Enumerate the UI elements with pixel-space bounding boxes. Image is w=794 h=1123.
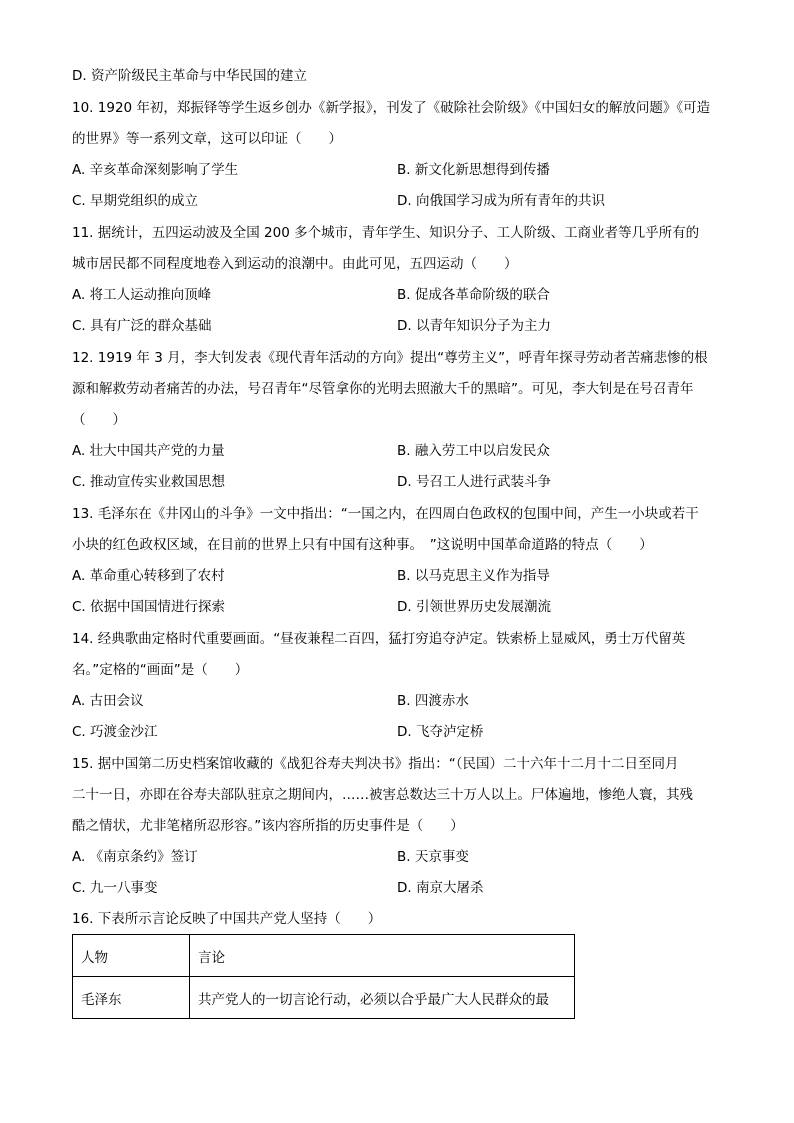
q13-option-d: D. 引领世界历史发展潮流 (397, 599, 551, 615)
q10-option-b: B. 新文化新思想得到传播 (397, 162, 550, 178)
q12-stem-line-1: 12. 1919 年 3 月，李大钊发表《现代青年活动的方向》提出“尊劳主义”，呼青年探寻劳动者苦痛悲惨的根 (72, 350, 708, 366)
table-header-person: 人物 (73, 935, 190, 977)
q15-stem-line-3: 酷之情状，尤非笔楮所忍形容。”该内容所指的历史事件是（ ） (72, 818, 464, 834)
q12-option-a: A. 壮大中国共产党的力量 (72, 443, 225, 459)
q10-stem-line-1: 10. 1920 年初，郑振铎等学生返乡创办《新学报》，刊发了《破除社会阶级》《中国妇女的解放问题》《可造 (72, 100, 711, 116)
q11-option-c: C. 具有广泛的群众基础 (72, 318, 212, 334)
q10-option-c: C. 早期党组织的成立 (72, 193, 199, 209)
q14-option-c: C. 巧渡金沙江 (72, 724, 158, 740)
q15-stem-line-1: 15. 据中国第二历史档案馆收藏的《战犯谷寿夫判决书》指出：“（民国）二十六年十二月十二日至同月 (72, 756, 679, 772)
q16-table (72, 934, 575, 1019)
table-row (73, 977, 575, 1019)
q14-stem-line-1: 14. 经典歌曲定格时代重要画面。“昼夜兼程二百四，猛打穷追夺泸定。铁索桥上显威风，勇士万代留英 (72, 631, 686, 647)
q14-stem-line-2: 名。”定格的“画面”是（ ） (72, 662, 249, 678)
table-header-row (73, 935, 575, 977)
q13-option-a: A. 革命重心转移到了农村 (72, 568, 225, 584)
q12-option-d: D. 号召工人进行武装斗争 (397, 474, 551, 490)
q14-option-d: D. 飞夺泸定桥 (397, 724, 484, 740)
q13-stem-line-2: 小块的红色政权区域，在目前的世界上只有中国有这种事。 ”这说明中国革命道路的特点（ ） (72, 537, 653, 553)
previous-option-d: D. 资产阶级民主革命与中华民国的建立 (72, 68, 307, 84)
q11-option-a: A. 将工人运动推向顶峰 (72, 287, 212, 303)
q11-option-d: D. 以青年知识分子为主力 (397, 318, 551, 334)
q13-option-c: C. 依据中国国情进行探索 (72, 599, 226, 615)
q10-option-a: A. 辛亥革命深刻影响了学生 (72, 162, 239, 178)
q14-option-b: B. 四渡赤水 (397, 693, 469, 709)
q14-option-a: A. 古田会议 (72, 693, 144, 709)
q15-option-c: C. 九一八事变 (72, 880, 158, 896)
q12-option-c: C. 推动宣传实业救国思想 (72, 474, 226, 490)
q15-stem-line-2: 二十一日，亦即在谷寿夫部队驻京之期间内，……被害总数达三十万人以上。尸体遍地，惨绝人寰，其残 (72, 787, 693, 803)
q15-option-a: A. 《南京条约》签订 (72, 849, 198, 865)
q12-option-b: B. 融入劳工中以启发民众 (397, 443, 550, 459)
q11-stem-line-1: 11. 据统计，五四运动波及全国 200 多个城市，青年学生、知识分子、工人阶级、工商业者等几乎所有的 (72, 225, 700, 241)
q16-stem: 16. 下表所示言论反映了中国共产党人坚持（ ） (72, 911, 382, 927)
q13-option-b: B. 以马克思主义作为指导 (397, 568, 550, 584)
table-cell-quote: 共产党人的一切言论行动，必须以合乎最广大人民群众的最 (190, 977, 575, 1019)
q10-option-d: D. 向俄国学习成为所有青年的共识 (397, 193, 605, 209)
table-header-quote: 言论 (190, 935, 575, 977)
q13-stem-line-1: 13. 毛泽东在《井冈山的斗争》一文中指出：“一国之内，在四周白色政权的包围中间，产生一小块或若干 (72, 506, 699, 522)
table-cell-person: 毛泽东 (73, 977, 190, 1019)
q12-stem-line-2: 源和解救劳动者痛苦的办法，号召青年“尽管拿你的光明去照澈大千的黑暗”。可见，李大钊是在号召青年 (72, 381, 694, 397)
q10-stem-line-2: 的世界》等一系列文章，这可以印证（ ） (72, 131, 342, 147)
q15-option-b: B. 天京事变 (397, 849, 469, 865)
q11-option-b: B. 促成各革命阶级的联合 (397, 287, 550, 303)
q12-stem-line-3: （ ） (72, 412, 126, 428)
q15-option-d: D. 南京大屠杀 (397, 880, 484, 896)
q11-stem-line-2: 城市居民都不同程度地卷入到运动的浪潮中。由此可见，五四运动（ ） (72, 256, 518, 272)
